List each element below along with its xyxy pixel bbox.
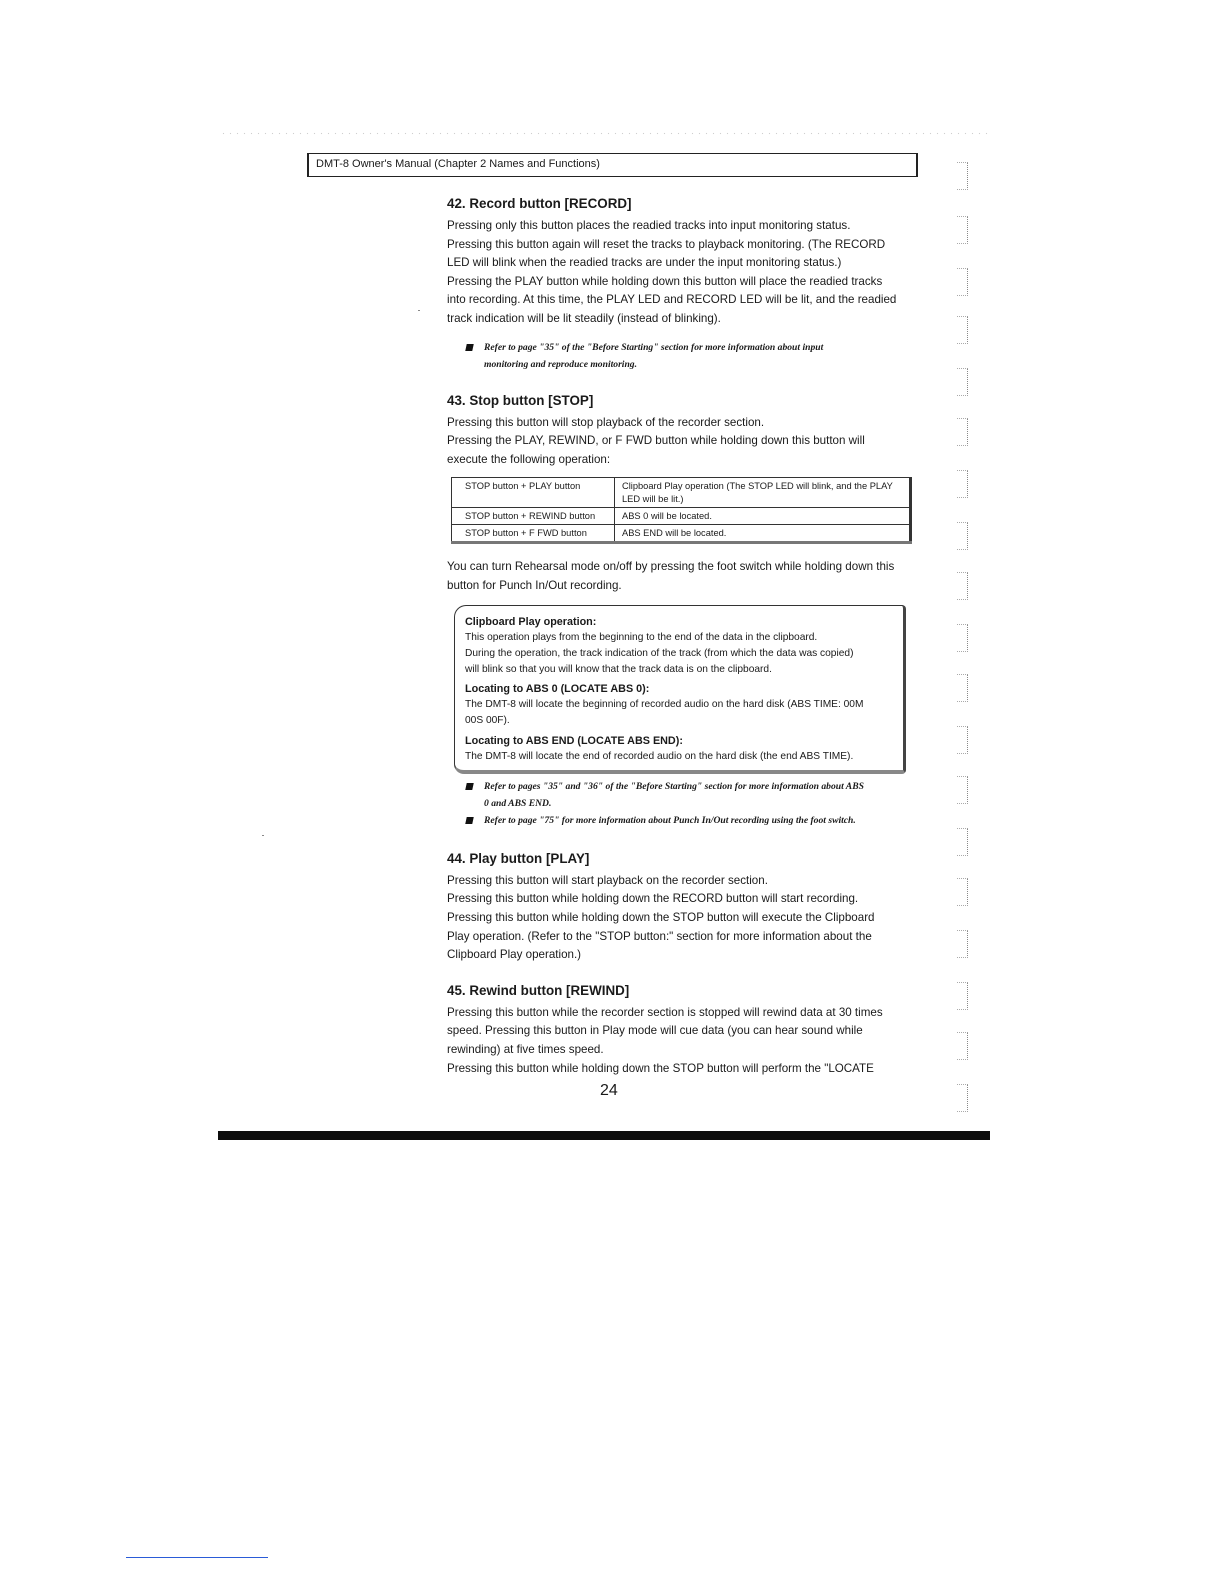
- page-number: 24: [600, 1082, 618, 1099]
- page-content: [447, 196, 922, 1078]
- body-line: Clipboard Play operation.): [447, 948, 582, 962]
- edge-mark: [957, 216, 968, 244]
- edge-mark: [957, 162, 968, 190]
- info-line: The DMT-8 will locate the beginning of recorded audio on the hard disk (ABS TIME: 00M: [465, 699, 864, 711]
- body-line: track indication will be lit steadily (instead of blinking).: [447, 311, 721, 325]
- section-heading: 42. Record button [RECORD]: [447, 196, 632, 211]
- bullet-square-icon: [465, 817, 473, 824]
- scan-speck: [418, 310, 420, 311]
- edge-mark: [957, 624, 968, 652]
- info-line: During the operation, the track indication of the track (from which the data was copied): [465, 647, 854, 659]
- section-heading: 45. Rewind button [REWIND]: [447, 982, 630, 998]
- edge-mark: [957, 418, 968, 446]
- edge-mark: [957, 1032, 968, 1060]
- edge-mark: [957, 368, 968, 396]
- body-line: Pressing this button will start playback on the recorder section.: [447, 873, 768, 887]
- body-line: into recording. At this time, the PLAY LED and RECORD LED will be lit, and the readied: [447, 293, 897, 307]
- body-line: Pressing the PLAY button while holding down this button will place the readied tracks: [447, 274, 883, 288]
- info-line: will blink so that you will know that the track data is on the clipboard.: [465, 663, 772, 675]
- edge-mark: [957, 674, 968, 702]
- edge-mark: [957, 522, 968, 550]
- info-line: The DMT-8 will locate the end of recorded audio on the hard disk (the end ABS TIME).: [465, 750, 854, 762]
- body-line: Pressing this button while holding down the STOP button will perform the "LOCATE: [447, 1061, 874, 1075]
- table-cell: ABS 0 will be located.: [615, 508, 911, 525]
- table-row: [452, 508, 911, 525]
- section-record-button: [447, 196, 922, 373]
- body-line: Play operation. (Refer to the "STOP button:" section for more information about the: [447, 929, 872, 943]
- body-line: Pressing this button while holding down the STOP button will execute the Clipboard: [447, 910, 875, 924]
- info-line: This operation plays from the beginning to the end of the data in the clipboard.: [465, 631, 818, 643]
- info-box: [454, 605, 906, 774]
- table-row: [452, 525, 911, 543]
- edge-mark: [957, 268, 968, 296]
- reference-note: [447, 339, 922, 373]
- binder-edge-marks: [955, 160, 975, 1120]
- body-line: button for Punch In/Out recording.: [447, 578, 622, 592]
- reference-note: [447, 812, 922, 829]
- note-line: Refer to page "75" for more information about Punch In/Out recording using the foot switch.: [484, 814, 856, 826]
- edge-mark: [957, 726, 968, 754]
- table-cell: Clipboard Play operation (The STOP LED will blink, and the PLAY LED will be lit.): [615, 478, 911, 508]
- table-cell: STOP button + REWIND button: [452, 508, 615, 525]
- running-header-title: DMT-8 Owner's Manual (Chapter 2 Names and Functions): [316, 158, 600, 170]
- body-line: Pressing this button while holding down the RECORD button will start recording.: [447, 892, 859, 906]
- edge-mark: [957, 878, 968, 906]
- section-stop-button: [447, 393, 922, 829]
- edge-mark: [957, 828, 968, 856]
- bullet-square-icon: [465, 783, 473, 790]
- note-line: 0 and ABS END.: [484, 797, 552, 809]
- bottom-rule: [218, 1131, 990, 1140]
- edge-mark: [957, 316, 968, 344]
- edge-mark: [957, 930, 968, 958]
- edge-mark: [957, 776, 968, 804]
- section-heading: 44. Play button [PLAY]: [447, 850, 590, 866]
- body-line: Pressing the PLAY, REWIND, or F FWD button while holding down this button will: [447, 434, 865, 448]
- section-play-button: [447, 851, 922, 965]
- section-heading: 43. Stop button [STOP]: [447, 392, 594, 408]
- scan-speck: [262, 835, 264, 836]
- body-line: Pressing this button will stop playback of the recorder section.: [447, 415, 765, 429]
- running-header: [307, 153, 918, 177]
- table-cell: ABS END will be located.: [615, 525, 911, 543]
- body-line: Pressing this button again will reset the tracks to playback monitoring. (The RECORD: [447, 237, 886, 251]
- footer-link-underline: [126, 1557, 268, 1558]
- table-cell: STOP button + PLAY button: [452, 478, 615, 508]
- body-line: execute the following operation:: [447, 452, 611, 466]
- body-line: Pressing only this button places the readied tracks into input monitoring status.: [447, 219, 851, 232]
- note-line: monitoring and reproduce monitoring.: [484, 358, 637, 370]
- info-title: Locating to ABS END (LOCATE ABS END):: [465, 734, 683, 747]
- info-title: Clipboard Play operation:: [465, 615, 597, 628]
- body-line: speed. Pressing this button in Play mode will cue data (you can hear sound while: [447, 1024, 863, 1038]
- note-line: Refer to pages "35" and "36" of the "Before Starting" section for more information about ABS: [484, 780, 864, 792]
- note-line: Refer to page "35" of the "Before Starting" section for more information about input: [484, 341, 824, 353]
- section-rewind-button: [447, 983, 922, 1078]
- table-cell: STOP button + F FWD button: [452, 525, 615, 543]
- body-line: Pressing this button while the recorder section is stopped will rewind data at 30 times: [447, 1005, 883, 1019]
- info-title: Locating to ABS 0 (LOCATE ABS 0):: [465, 683, 650, 696]
- table-row: [452, 478, 911, 508]
- stop-combination-table: [451, 477, 912, 544]
- info-line: 00S 00F).: [465, 715, 510, 727]
- edge-mark: [957, 470, 968, 498]
- edge-mark: [957, 982, 968, 1010]
- scan-noise: [220, 132, 990, 135]
- edge-mark: [957, 1084, 968, 1112]
- reference-note: [447, 778, 922, 812]
- body-line: LED will blink when the readied tracks are under the input monitoring status.): [447, 256, 842, 270]
- body-line: You can turn Rehearsal mode on/off by pressing the foot switch while holding down this: [447, 560, 895, 574]
- bullet-square-icon: [465, 344, 473, 351]
- body-line: rewinding) at five times speed.: [447, 1042, 604, 1056]
- edge-mark: [957, 572, 968, 600]
